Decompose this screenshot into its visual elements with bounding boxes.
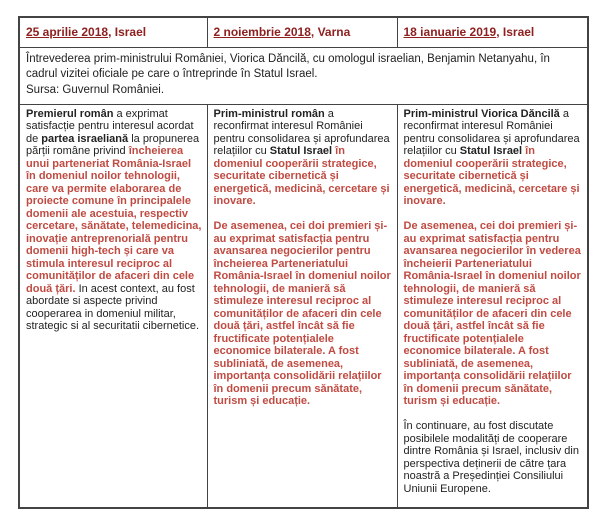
header-separator: , <box>496 25 503 40</box>
text-run: partea israeliană <box>41 132 129 145</box>
text-run: Premierul român <box>26 107 114 120</box>
text-run: în domeniul cooperării strategice, securitate cibernetică și energetică, medicină, cercetare și inovare. <box>403 145 580 207</box>
content-cell-meeting-2 <box>207 104 397 508</box>
paragraph <box>214 108 392 208</box>
column-header-meeting-2 <box>207 17 397 47</box>
text-run: De asemenea, cei doi premieri și-au exprimat satisfacția pentru avansarea negocierilor pentru încheierea Parteneriatului România-Israel în domeniul noilor tehnologii, de manieră să stimuleze interesul reciproc al comunităților de afaceri din cele două țări, astfel încât să fie fructificate potențialele economice bilaterale. A fost subliniată, de asemenea, importanța consolidării relațiilor în domenii precum sănătate, turism și educație. <box>213 220 391 407</box>
meetings-comparison-table <box>18 16 589 509</box>
column-header-meeting-1 <box>19 17 207 47</box>
text-run: In acest context, au fost abordate si aspecte privind cooperarea in domeniul militar, strategic si al securitatii cibernetice. <box>26 282 200 332</box>
summary-row <box>19 47 588 104</box>
header-location-3: Israel <box>502 25 535 40</box>
header-separator: , <box>310 25 318 40</box>
content-cell-meeting-1 <box>19 104 207 508</box>
text-run: încheierea unui parteneriat România-Israel în domeniul noilor tehnologii, care va permite elaborarea de proiecte comune în principalele domenii ale acestuia, respectiv cercetare, sănătate, telemedicina, inovație antreprenorială pentru domenii high-tech și care va stimula interesul reciproc al comunităților de afaceri din cele două țări. <box>26 145 202 295</box>
text-run: Prim-ministrul Viorica Dăncilă <box>403 107 560 120</box>
column-header-meeting-3 <box>397 17 588 47</box>
header-location-1: Israel <box>114 25 147 40</box>
paragraph <box>26 108 202 333</box>
text-run: la propunerea părții române privind <box>26 132 200 157</box>
paragraph <box>404 220 583 408</box>
header-separator: , <box>108 25 115 40</box>
text-run: În continuare, au fost discutate posibilele modalități de cooperare dintre România și Israel, inclusiv din perspectiva deținerii de către țara noastră a Președinției Consiliului Uniunii Europene. <box>403 420 579 495</box>
paragraph <box>214 220 392 408</box>
text-run: Statul Israel <box>269 145 333 157</box>
text-run: Statul Israel <box>459 145 523 157</box>
text-run: Prim-ministrul român <box>213 107 325 120</box>
text-run: a reconfirmat interesul României pentru consolidarea și aprofundarea relațiilor cu <box>403 107 580 157</box>
content-cell-meeting-3 <box>397 104 588 508</box>
summary-cell <box>19 47 588 104</box>
header-location-2: Varna <box>317 25 351 40</box>
header-row <box>19 17 588 47</box>
text-run: a reconfirmat interesul României pentru consolidarea și aprofundarea relațiilor cu <box>213 107 390 157</box>
date-link-3[interactable]: 18 ianuarie 2019 <box>403 25 497 40</box>
paragraph <box>404 420 583 495</box>
summary-text: Întrevederea prim-ministrului României, Viorica Dăncilă, cu omologul israelian, Benjamin Netanyahu, în cadrul vizitei oficiale pe care o întreprinde în Statul Israel. <box>26 52 550 80</box>
text-run: a exprimat satisfacție pentru interesul acordat de <box>26 107 194 145</box>
date-link-1[interactable]: 25 aprilie 2018 <box>26 25 109 40</box>
summary-source: Sursa: Guvernul României. <box>26 83 165 96</box>
text-run: în domeniul cooperării strategice, securitate cibernetică și energetică, medicină, cercetare și inovare. <box>213 145 390 207</box>
paragraph <box>404 108 583 208</box>
text-run: De asemenea, cei doi premieri și-au exprimat satisfacția pentru avansarea negocierilor în vederea încheierii Parteneriatului România-Israel în domeniul noilor tehnologii, de manieră să stimuleze interesul reciproc al comunităților de afaceri din cele două țări, astfel încât să fie fructificate potențialele economice bilaterale. A fost subliniată, de asemenea, importanța consolidării relațiilor în domenii precum sănătate, turism și educație. <box>403 220 581 407</box>
content-row <box>19 104 588 508</box>
date-link-2[interactable]: 2 noiembrie 2018 <box>213 25 311 40</box>
